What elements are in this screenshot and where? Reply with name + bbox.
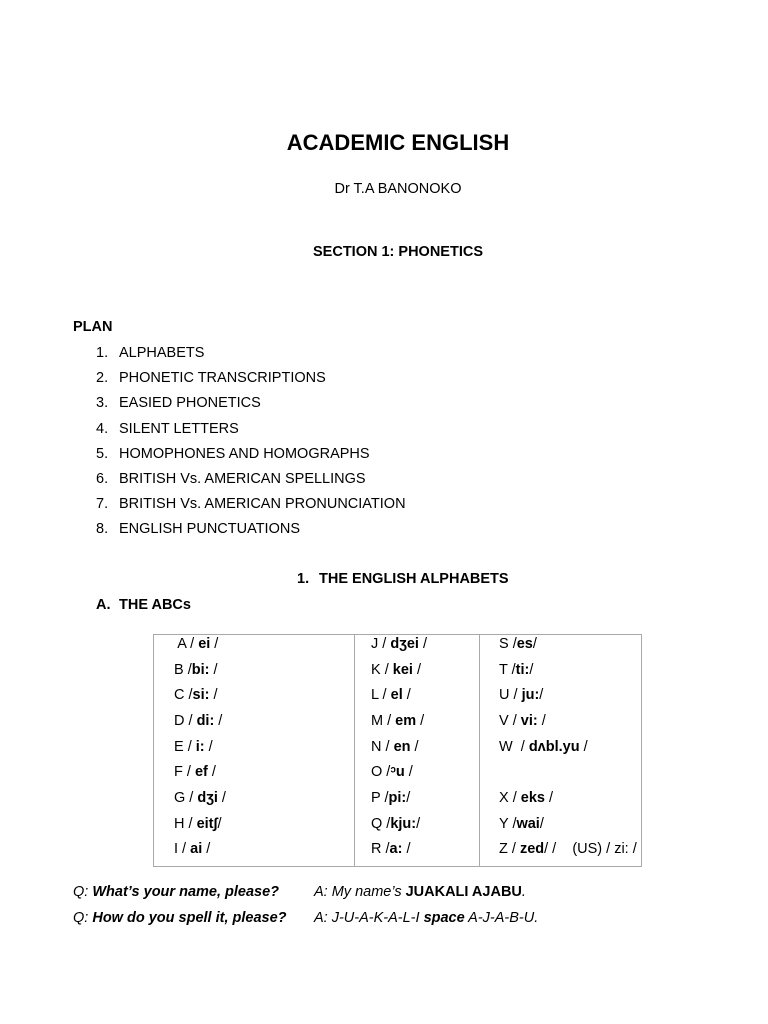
phonetic-sound: ᵓu <box>390 764 405 781</box>
letter-suffix: / <box>529 661 534 678</box>
alphabet-table <box>153 634 642 867</box>
list-number: 8. <box>96 521 109 538</box>
letter-suffix: / <box>209 661 218 678</box>
letter-prefix: D / <box>174 712 197 729</box>
letter-prefix: O / <box>371 764 391 781</box>
letter-prefix: F / <box>174 764 195 781</box>
letter-suffix: / <box>416 815 421 832</box>
letter-cell <box>355 738 480 764</box>
letter-cell <box>480 763 642 789</box>
letter-prefix: H / <box>174 815 197 832</box>
phonetic-sound: vi: <box>520 712 538 729</box>
letter-prefix: X / <box>499 789 521 806</box>
letter-prefix: Z / <box>499 841 520 858</box>
subheading-text: THE ABCs <box>119 597 191 613</box>
phonetic-sound: eks <box>520 789 545 806</box>
phonetic-sound: ef <box>194 764 208 781</box>
plan-item <box>96 394 406 419</box>
letter-cell <box>355 635 480 661</box>
letter-suffix: / <box>402 687 411 704</box>
phonetic-sound: di: <box>196 712 215 729</box>
letter-suffix: / <box>537 712 546 729</box>
phonetic-sound: ju: <box>521 687 540 704</box>
letter-cell <box>154 789 355 815</box>
list-number: 1. <box>96 345 109 361</box>
plan-item <box>96 495 406 520</box>
letter-suffix: / <box>210 636 219 652</box>
phonetic-sound: si: <box>192 687 210 704</box>
letter-cell <box>154 635 355 661</box>
letter-prefix: L / <box>371 687 391 704</box>
letter-suffix: / <box>579 738 588 755</box>
letter-prefix: V / <box>499 712 521 729</box>
letter-prefix: I / <box>174 841 191 858</box>
plan-item-label: SILENT LETTERS <box>119 420 239 437</box>
letter-prefix: K / <box>371 661 393 678</box>
answer <box>314 910 538 926</box>
phonetic-sound: ai <box>190 841 203 858</box>
letter-prefix: A / <box>174 636 199 652</box>
list-number: 7. <box>96 496 109 513</box>
letter-prefix: N / <box>371 738 394 755</box>
letter-suffix: / / (US) / zi: / <box>544 841 637 858</box>
phonetic-sound: zed <box>519 841 545 858</box>
phonetic-sound: en <box>393 738 411 755</box>
letter-prefix: E / <box>174 738 196 755</box>
letter-prefix: Q / <box>371 815 391 832</box>
letter-cell <box>480 840 642 866</box>
letter-cell <box>355 661 480 687</box>
question-prefix: Q: <box>73 884 93 900</box>
question-text: What’s your name, please? <box>92 884 280 900</box>
table-row <box>154 686 642 712</box>
letter-cell <box>355 686 480 712</box>
table-row <box>154 661 642 687</box>
phonetic-sound: dʒi <box>197 789 218 806</box>
dialogue-line-spelling <box>73 910 539 926</box>
letter-suffix: / <box>207 764 216 781</box>
letter-prefix: T / <box>499 661 516 678</box>
letter-cell <box>355 815 480 841</box>
letter-suffix: / <box>402 841 411 858</box>
plan-item-label: EASIED PHONETICS <box>119 395 261 412</box>
alphabets-heading <box>297 571 509 587</box>
plan-item <box>96 369 406 394</box>
letter-suffix: / <box>404 764 413 781</box>
letter-prefix: J / <box>371 636 391 652</box>
table-row <box>154 840 642 866</box>
plan-item-label: ENGLISH PUNCTUATIONS <box>119 521 301 538</box>
letter-prefix: P / <box>371 789 389 806</box>
plan-item-label: BRITISH Vs. AMERICAN SPELLINGS <box>119 470 366 487</box>
letter-suffix: / <box>416 712 425 729</box>
letter-suffix: / <box>214 712 223 729</box>
section-heading: SECTION 1: PHONETICS <box>313 244 483 260</box>
letter-suffix: / <box>539 815 544 832</box>
letter-suffix: / <box>202 841 211 858</box>
letter-cell <box>480 686 642 712</box>
list-number: 6. <box>96 470 109 487</box>
table-row <box>154 738 642 764</box>
phonetic-sound: es <box>516 636 533 652</box>
phonetic-sound: dᴧbl.yu <box>528 738 580 755</box>
table-row <box>154 635 642 661</box>
phonetic-sound: ti: <box>515 661 530 678</box>
phonetic-sound: kei <box>392 661 413 678</box>
letter-cell <box>154 840 355 866</box>
letter-suffix: / <box>544 789 554 806</box>
letter-cell <box>355 840 480 866</box>
alphabet-table-body <box>154 635 642 867</box>
plan-item <box>96 445 406 470</box>
letter-suffix: / <box>204 738 213 755</box>
list-number: 4. <box>96 420 109 437</box>
phonetic-sound: ei <box>198 636 211 652</box>
subheading-letter: A. <box>96 597 111 613</box>
letter-prefix: Y / <box>499 815 517 832</box>
answer-emphasis: space <box>423 910 465 926</box>
letter-prefix: W / <box>499 738 529 755</box>
phonetic-sound: a: <box>389 841 403 858</box>
answer-suffix: A-J-A-B-U. <box>464 910 539 926</box>
abcs-subheading <box>96 597 191 613</box>
plan-list <box>96 344 406 546</box>
table-row <box>154 712 642 738</box>
letter-prefix: G / <box>174 789 198 806</box>
table-row <box>154 789 642 815</box>
phonetic-sound: em <box>395 712 417 729</box>
letter-suffix: / <box>217 815 222 832</box>
answer-emphasis: JUAKALI AJABU <box>405 884 522 900</box>
letter-suffix: / <box>410 738 419 755</box>
letter-prefix: S / <box>499 636 517 652</box>
letter-cell <box>480 789 642 815</box>
list-number: 3. <box>96 395 109 412</box>
letter-cell <box>480 712 642 738</box>
letter-cell <box>480 661 642 687</box>
letter-suffix: / <box>217 789 226 806</box>
list-number: 5. <box>96 445 109 462</box>
letter-cell <box>154 815 355 841</box>
letter-cell <box>355 763 480 789</box>
letter-prefix: M / <box>371 712 396 729</box>
plan-item <box>96 520 406 545</box>
plan-item-label: PHONETIC TRANSCRIPTIONS <box>119 370 326 387</box>
letter-cell <box>480 635 642 661</box>
letter-cell <box>355 712 480 738</box>
answer-prefix: A: J-U-A-K-A-L-I <box>314 910 424 926</box>
question-prefix: Q: <box>73 910 93 926</box>
plan-item-label: BRITISH Vs. AMERICAN PRONUNCIATION <box>119 496 406 513</box>
table-row <box>154 763 642 789</box>
phonetic-sound: pi: <box>388 789 407 806</box>
document-title: ACADEMIC ENGLISH <box>286 130 510 155</box>
letter-prefix: U / <box>499 687 522 704</box>
author-name: Dr T.A BANONOKO <box>334 181 462 197</box>
letter-cell <box>480 815 642 841</box>
phonetic-sound: bi: <box>191 661 210 678</box>
question-text: How do you spell it, please? <box>92 910 287 926</box>
heading-number: 1. <box>297 571 310 587</box>
dialogue-line-name <box>73 884 526 900</box>
letter-cell <box>154 686 355 712</box>
plan-item <box>96 344 406 369</box>
letter-cell <box>154 661 355 687</box>
letter-suffix: / <box>418 636 427 652</box>
letter-suffix: / <box>209 687 218 704</box>
list-number: 2. <box>96 370 109 387</box>
phonetic-sound: kju: <box>390 815 417 832</box>
letter-cell <box>154 763 355 789</box>
table-row <box>154 815 642 841</box>
phonetic-sound: dʒei <box>390 636 419 652</box>
letter-suffix: / <box>539 687 544 704</box>
plan-item <box>96 420 406 445</box>
letter-cell <box>154 738 355 764</box>
heading-text: THE ENGLISH ALPHABETS <box>319 571 509 587</box>
letter-suffix: / <box>406 789 411 806</box>
answer-suffix: . <box>521 884 526 900</box>
answer-prefix: A: My name’s <box>314 884 406 900</box>
letter-cell <box>480 738 642 764</box>
answer <box>314 884 526 900</box>
letter-prefix: R / <box>371 841 390 858</box>
plan-item-label: HOMOPHONES AND HOMOGRAPHS <box>119 445 370 462</box>
plan-heading: PLAN <box>73 319 113 335</box>
plan-item <box>96 470 406 495</box>
letter-cell <box>355 789 480 815</box>
phonetic-sound: el <box>390 687 403 704</box>
letter-suffix: / <box>532 636 537 652</box>
letter-prefix: B / <box>174 661 192 678</box>
phonetic-sound: i: <box>195 738 205 755</box>
plan-item-label: ALPHABETS <box>119 345 205 361</box>
letter-prefix: C / <box>174 687 193 704</box>
phonetic-sound: eit∫ <box>196 815 218 832</box>
phonetic-sound: wai <box>516 815 540 832</box>
letter-suffix: / <box>412 661 421 678</box>
letter-cell <box>154 712 355 738</box>
